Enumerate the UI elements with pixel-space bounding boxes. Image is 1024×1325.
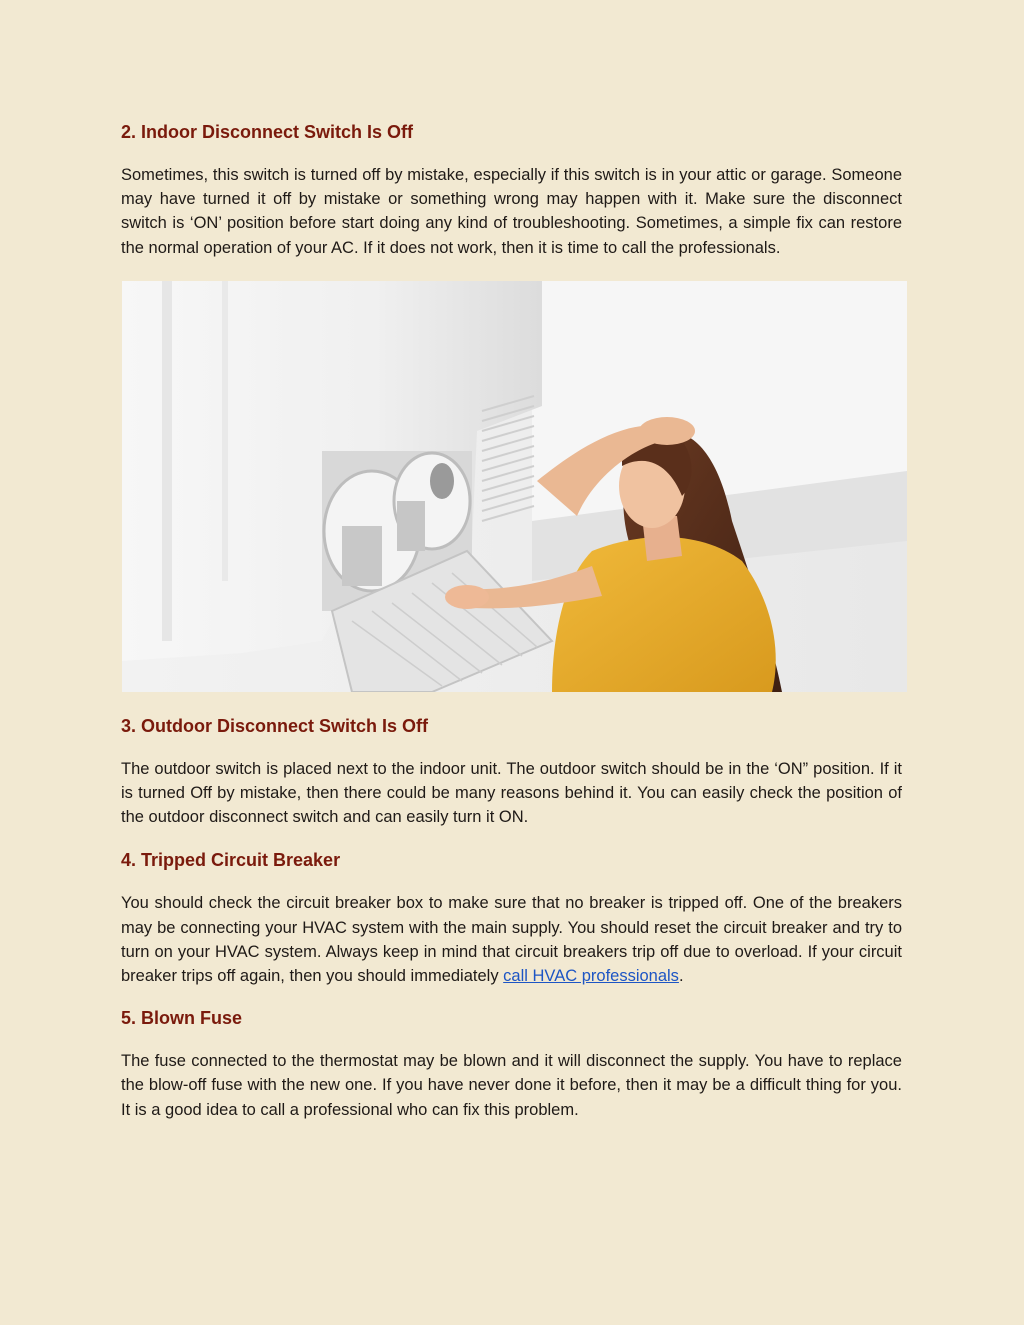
section-body-blown-fuse: The fuse connected to the thermostat may be blown and it will disconnect the supply. You have to replace the blow-off fuse with the new one. If you have never done it before, then it may be a difficult thing for you. It is a good idea to call a professional who can fix this problem. <box>121 1052 902 1119</box>
woman-ac-unit-photo <box>122 281 907 692</box>
section-heading-blown-fuse: 5. Blown Fuse <box>121 1008 243 1029</box>
section-heading-outdoor-disconnect: 3. Outdoor Disconnect Switch Is Off <box>121 715 429 736</box>
section-heading-tripped-breaker: 4. Tripped Circuit Breaker <box>121 850 341 871</box>
document-page <box>121 120 902 1122</box>
section-body-indoor-disconnect: Sometimes, this switch is turned off by mistake, especially if this switch is in your attic or garage. Someone may have turned it off by mistake or something wrong may happen with it. Make sure the disconnect switch is ‘ON’ position before start doing any kind of troubleshooting. Sometimes, a simple fix can restore the normal operation of your AC. If it does not work, then it is time to call the professionals. <box>121 166 902 257</box>
breaker-text-after-link: . <box>678 967 684 986</box>
section-heading-indoor-disconnect: 2. Indoor Disconnect Switch Is Off <box>121 122 414 142</box>
call-hvac-professionals-link[interactable]: call HVAC professionals <box>503 967 679 986</box>
breaker-text-before-link: You should check the circuit breaker box to make sure that no breaker is tripped off. One of the breakers may be connecting your HVAC system with the main supply. You should reset the circuit breaker and try to turn on your HVAC system. Always keep in mind that circuit breakers trip off due to overload. If your circuit breaker trips off again, then you should immediately <box>121 894 902 986</box>
section-body-tripped-breaker <box>121 891 902 988</box>
section-body-outdoor-disconnect: The outdoor switch is placed next to the indoor unit. The outdoor switch should be in the ‘ON” position. If it is turned Off by mistake, then there could be many reasons behind it. You can easily check the position of the outdoor disconnect switch and can easily turn it ON. <box>121 759 902 827</box>
